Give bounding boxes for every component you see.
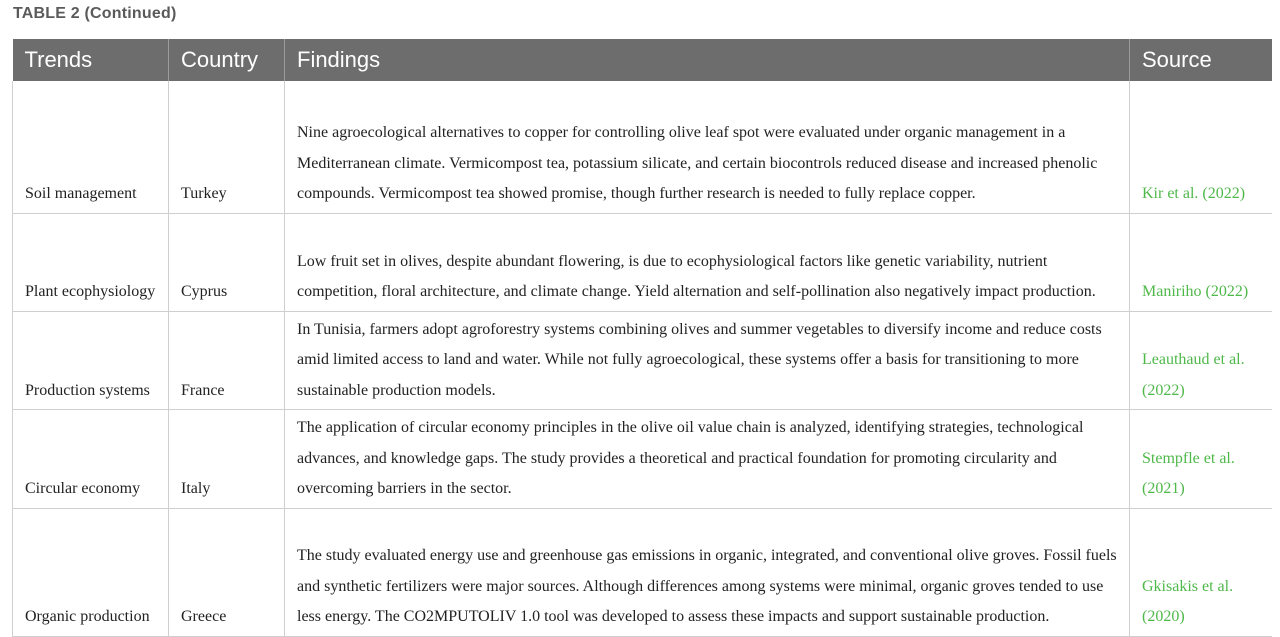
column-header-trends: Trends [13, 39, 169, 81]
country-cell: France [169, 311, 285, 410]
table-row [13, 81, 1272, 213]
findings-cell: Nine agroecological alternatives to copper for controlling olive leaf spot were evaluated under organic management in a Mediterranean climate. Vermicompost tea, potassium silicate, and certain biocontrols reduced disease and increased phenolic compounds. Vermicompost tea showed promise, though further research is needed to fully replace copper. [285, 81, 1130, 213]
country-cell: Italy [169, 410, 285, 509]
findings-cell: In Tunisia, farmers adopt agroforestry systems combining olives and summer vegetables to diversify income and reduce costs amid limited access to land and water. While not fully agroecological, these systems offer a basis for transitioning to more sustainable production models. [285, 311, 1130, 410]
source-link[interactable]: Leauthaud et al. (2022) [1130, 311, 1272, 410]
source-link[interactable]: Maniriho (2022) [1130, 213, 1272, 311]
findings-cell: Low fruit set in olives, despite abundant flowering, is due to ecophysiological factors like genetic variability, nutrient competition, floral architecture, and climate change. Yield alternation and self-pollination also negatively impact production. [285, 213, 1130, 311]
trend-cell: Circular economy [13, 410, 169, 509]
findings-cell: The application of circular economy principles in the olive oil value chain is analyzed, identifying strategies, technological advances, and knowledge gaps. The study provides a theoretical and practical foundation for promoting circularity and overcoming barriers in the sector. [285, 410, 1130, 509]
source-link[interactable]: Kir et al. (2022) [1130, 81, 1272, 213]
table-caption: TABLE 2 (Continued) [13, 5, 177, 22]
column-header-source: Source [1130, 39, 1272, 81]
column-header-findings: Findings [285, 39, 1130, 81]
table-row [13, 213, 1272, 311]
findings-table [12, 39, 1272, 637]
table-row [13, 410, 1272, 509]
table-row [13, 311, 1272, 410]
table-header-row [13, 39, 1272, 81]
findings-cell: The study evaluated energy use and greenhouse gas emissions in organic, integrated, and conventional olive groves. Fossil fuels and synthetic fertilizers were major sources. Although differences among systems were minimal, organic groves tended to use less energy. The CO2MPUTOLIV 1.0 tool was developed to assess these impacts and support sustainable production. [285, 508, 1130, 636]
trend-cell: Organic production [13, 508, 169, 636]
column-header-country: Country [169, 39, 285, 81]
country-cell: Turkey [169, 81, 285, 213]
country-cell: Cyprus [169, 213, 285, 311]
trend-cell: Plant ecophysiology [13, 213, 169, 311]
table-row [13, 508, 1272, 636]
trend-cell: Production systems [13, 311, 169, 410]
trend-cell: Soil management [13, 81, 169, 213]
source-link[interactable]: Stempfle et al. (2021) [1130, 410, 1272, 509]
source-link[interactable]: Gkisakis et al. (2020) [1130, 508, 1272, 636]
country-cell: Greece [169, 508, 285, 636]
